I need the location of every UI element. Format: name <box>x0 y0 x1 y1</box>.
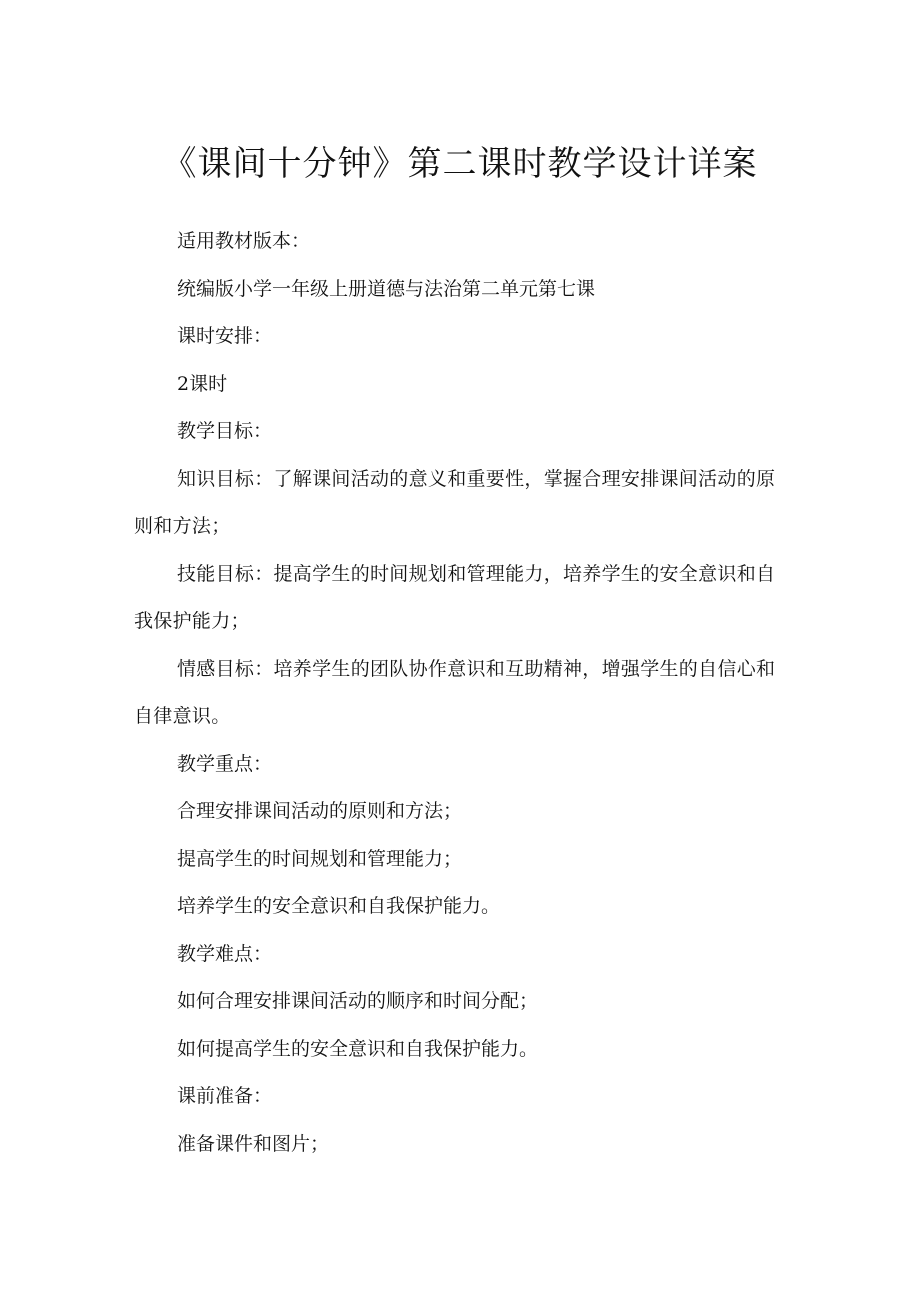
paragraph-key-point-3: 培养学生的安全意识和自我保护能力。 <box>177 895 501 917</box>
paragraph-schedule-value: 2课时 <box>177 372 228 395</box>
paragraph-skill-objective: 技能目标：提高学生的时间规划和管理能力，培养学生的安全意识和自我保护能力； <box>134 562 776 632</box>
document-title: 《课间十分钟》第二课时教学设计详案 <box>162 144 758 184</box>
paragraph-preparation-1: 准备课件和图片； <box>177 1132 330 1155</box>
paragraph-key-points-label: 教学重点： <box>177 752 273 775</box>
paragraph-objectives-label: 教学目标： <box>177 420 273 442</box>
paragraph-key-point-1: 合理安排课间活动的原则和方法； <box>177 800 463 822</box>
paragraph-difficulties-label: 教学难点： <box>177 942 273 965</box>
paragraph-difficulty-1: 如何合理安排课间活动的顺序和时间分配； <box>177 990 539 1012</box>
paragraph-key-point-2: 提高学生的时间规划和管理能力； <box>177 847 463 870</box>
paragraph-emotion-objective: 情感目标：培养学生的团队协作意识和互助精神，增强学生的自信心和自律意识。 <box>134 657 776 727</box>
paragraph-difficulty-2: 如何提高学生的安全意识和自我保护能力。 <box>177 1037 539 1060</box>
paragraph-textbook-label: 适用教材版本： <box>177 230 311 252</box>
paragraph-preparation-label: 课前准备： <box>177 1085 273 1107</box>
paragraph-textbook-value: 统编版小学一年级上册道德与法治第二单元第七课 <box>177 277 596 300</box>
paragraph-knowledge-objective: 知识目标：了解课间活动的意义和重要性，掌握合理安排课间活动的原则和方法； <box>134 467 776 537</box>
paragraph-schedule-label: 课时安排： <box>177 325 273 347</box>
document-body <box>134 218 794 1168</box>
